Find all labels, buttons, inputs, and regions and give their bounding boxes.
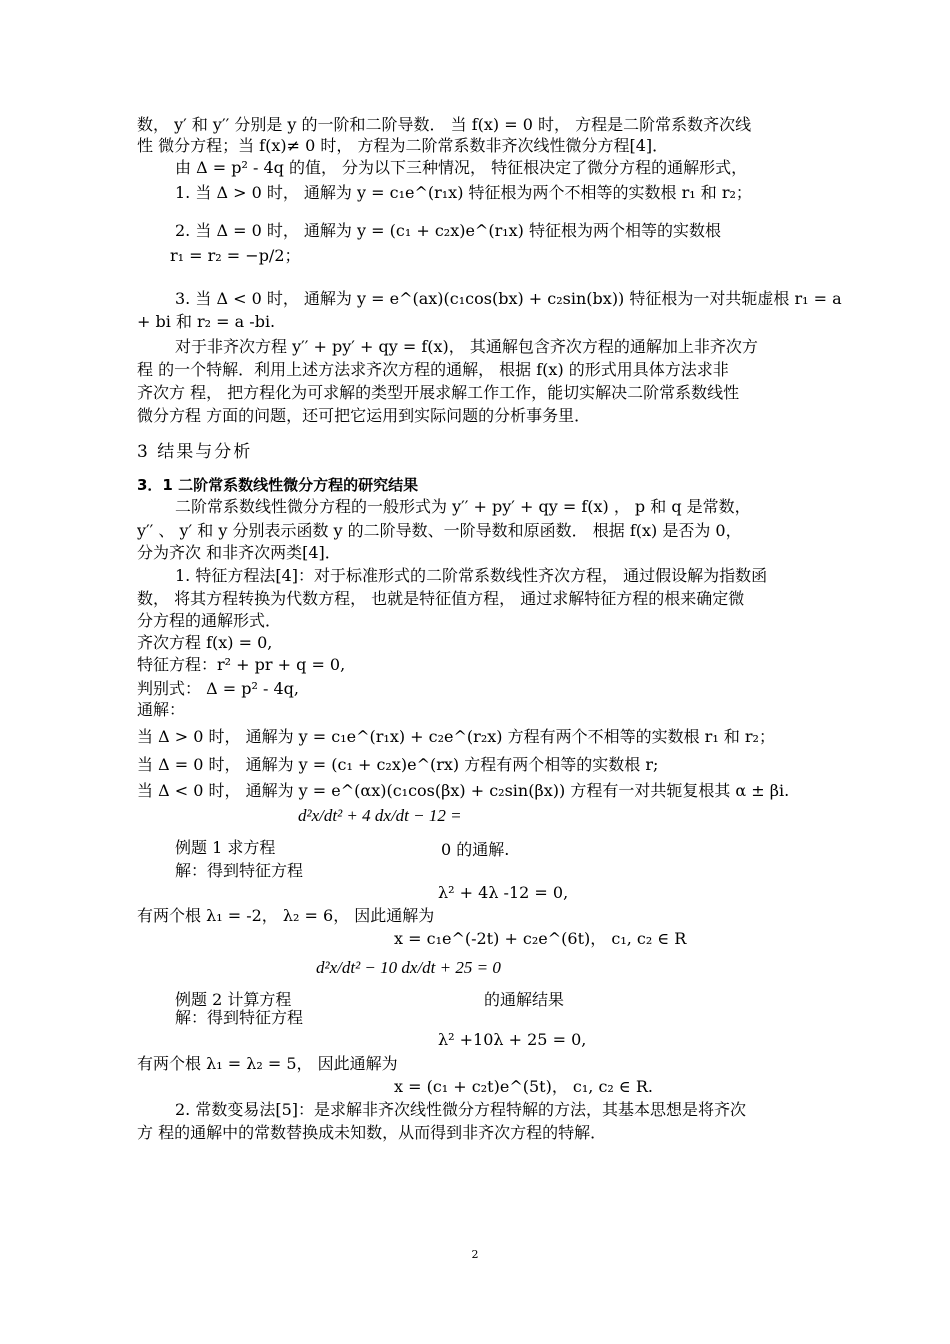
page-number: 2 [471, 1248, 479, 1261]
solution-case-line: 当 Δ < 0 时， 通解为 y = e^(αx)(c₁cos(βx) + c₂sin(βx)) 方程有一对共轭复根其 α ± βi. [137, 781, 790, 800]
example-2-roots: 有两个根 λ₁ = λ₂ = 5， 因此通解为 [137, 1054, 398, 1073]
example-1-general: x = c₁e^(-2t) + c₂e^(6t)， c₁, c₂ ∈ R [394, 929, 687, 948]
paragraph-line: 齐次方 程， 把方程化为可求解的类型开展求解工作工作，能切实解决二阶常系数线性 [137, 383, 740, 402]
paragraph-line: y′′ 、 y′ 和 y 分别表示函数 y 的二阶导数、一阶导数和原函数． 根据 f(x) 是否为 0， [137, 521, 742, 540]
paragraph-line: 由 Δ = p² - 4q 的值， 分为以下三种情况， 特征根决定了微分方程的通解形式， [175, 158, 748, 177]
solution-case-line: 当 Δ > 0 时， 通解为 y = c₁e^(r₁x) + c₂e^(r₂x) 方程有两个不相等的实数根 r₁ 和 r₂； [137, 727, 775, 746]
paragraph-line: 2. 常数变易法[5]：是求解非齐次线性微分方程特解的方法，其基本思想是将齐次 [175, 1100, 747, 1119]
paragraph-line: 对于非齐次方程 y′′ + py′ + qy = f(x)， 其通解包含齐次方程的通解加上非齐次方 [175, 337, 758, 356]
case-3-line: 3. 当 Δ < 0 时， 通解为 y = e^(ax)(c₁cos(bx) + c₂sin(bx)) 特征根为一对共轭虚根 r₁ = a [175, 289, 842, 308]
example-1-solution: 解：得到特征方程 [175, 861, 304, 880]
equation-line: 齐次方程 f(x) = 0, [137, 633, 273, 652]
example-1-equation-text: d²x/dt² + 4 dx/dt − 12 = [298, 806, 462, 825]
equation-line: 通解： [137, 700, 186, 719]
equal-roots-formula: r₁ = r₂ = −p/2； [170, 246, 301, 265]
example-1-equation [298, 806, 462, 826]
section-heading: 3 结果与分析 [137, 442, 253, 462]
example-1-tail: 0 的通解. [441, 840, 510, 859]
paragraph-line: 分方程的通解形式． [137, 611, 282, 630]
example-2-label: 例题 2 计算方程 [175, 990, 292, 1009]
case-2-line: 2. 当 Δ = 0 时， 通解为 y = (c₁ + c₂x)e^(r₁x) 特征根为两个相等的实数根 [175, 221, 721, 240]
example-1-label: 例题 1 求方程 [175, 838, 276, 857]
paragraph-line: 程 的一个特解．利用上述方法求齐次方程的通解， 根据 f(x) 的形式用具体方法求非 [137, 360, 729, 379]
equation-line: 判别式： Δ = p² - 4q, [137, 679, 299, 698]
example-2-tail: 的通解结果 [484, 990, 565, 1009]
paragraph-line: 分为齐次 和非齐次两类[4]． [137, 543, 341, 562]
paragraph-line: 二阶常系数线性微分方程的一般形式为 y′′ + py′ + qy = f(x) ， p 和 q 是常数， [175, 497, 751, 516]
example-2-characteristic: λ² +10λ + 25 = 0, [438, 1030, 587, 1049]
paragraph-line: 性 微分方程；当 f(x)≠ 0 时， 方程为二阶常系数非齐次线性微分方程[4]． [137, 136, 669, 155]
example-1-roots: 有两个根 λ₁ = -2， λ₂ = 6， 因此通解为 [137, 906, 435, 925]
paragraph-line: 方 程的通解中的常数替换成未知数，从而得到非齐次方程的特解． [137, 1123, 607, 1142]
example-2-equation [316, 958, 501, 978]
example-1-characteristic: λ² + 4λ -12 = 0, [438, 883, 569, 902]
paragraph-line: 1. 特征方程法[4]：对于标准形式的二阶常系数线性齐次方程， 通过假设解为指数函 [175, 566, 768, 585]
equation-line: 特征方程：r² + pr + q = 0, [137, 655, 346, 674]
solution-case-line: 当 Δ = 0 时， 通解为 y = (c₁ + c₂x)e^(rx) 方程有两个相等的实数根 r; [137, 755, 659, 774]
case-1-line: 1. 当 Δ > 0 时， 通解为 y = c₁e^(r₁x) 特征根为两个不相等的实数根 r₁ 和 r₂； [175, 183, 752, 202]
paragraph-line: 数， y′ 和 y′′ 分别是 y 的一阶和二阶导数． 当 f(x) = 0 时， 方程是二阶常系数齐次线 [137, 115, 752, 134]
example-2-equation-text: d²x/dt² − 10 dx/dt + 25 = 0 [316, 958, 501, 977]
paragraph-line: 微分方程 方面的问题，还可把它运用到实际问题的分析事务里． [137, 406, 591, 425]
example-2-general: x = (c₁ + c₂t)e^(5t)， c₁, c₂ ∈ R. [394, 1077, 653, 1096]
paragraph-line: + bi 和 r₂ = a -bi. [137, 312, 276, 331]
paragraph-line: 数， 将其方程转换为代数方程， 也就是特征值方程， 通过求解特征方程的根来确定微 [137, 589, 745, 608]
example-2-solution: 解：得到特征方程 [175, 1008, 304, 1027]
subsection-heading: 3．1 二阶常系数线性微分方程的研究结果 [137, 476, 419, 494]
